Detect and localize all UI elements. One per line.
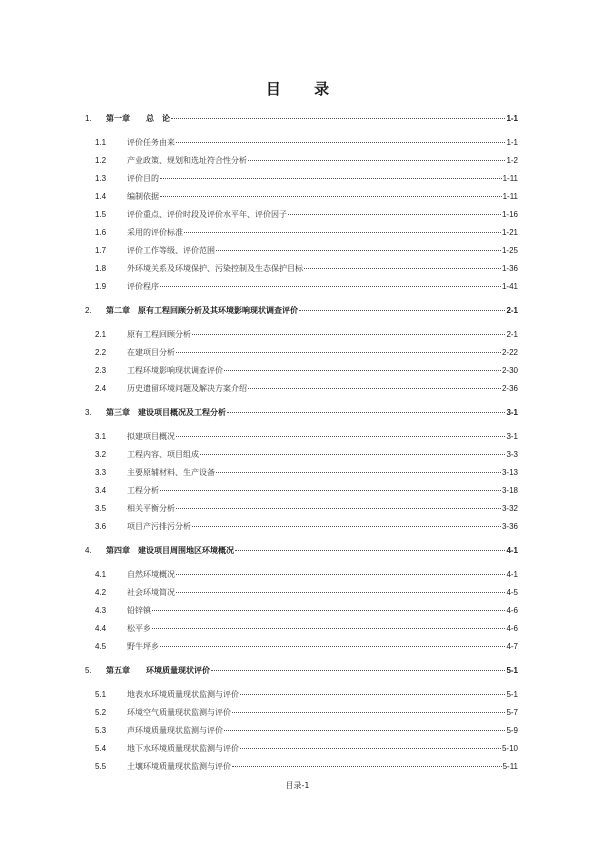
toc-section-group — [85, 134, 518, 296]
section-number: 2.4 — [95, 384, 107, 393]
toc-section-entry[interactable] — [95, 170, 518, 188]
chapter-title: 第二章 原有工程回顾分析及其环境影响现状调查评价 — [106, 306, 298, 315]
section-number: 3.5 — [95, 504, 107, 513]
chapter-title: 第五章 环境质量现状评价 — [106, 666, 210, 675]
page-number: 4-1 — [506, 546, 518, 555]
dot-leader — [184, 232, 501, 233]
toc-section-entry[interactable] — [95, 344, 518, 362]
page-number: 1-11 — [502, 192, 518, 201]
page-number: 3-1 — [506, 408, 518, 417]
dot-leader — [176, 592, 505, 593]
page-number: 5-10 — [501, 744, 518, 753]
section-number: 4.1 — [95, 570, 107, 579]
dot-leader — [288, 214, 501, 215]
section-title: 评价目的 — [127, 174, 159, 183]
section-title: 地下水环境质量现状监测与评价 — [127, 744, 239, 753]
section-number: 1.1 — [95, 138, 107, 147]
toc-section-entry[interactable] — [95, 566, 518, 584]
section-number: 5.1 — [95, 690, 107, 699]
dot-leader — [176, 508, 501, 509]
section-title: 评价任务由来 — [127, 138, 175, 147]
dot-leader — [192, 526, 501, 527]
toc-section-entry[interactable] — [95, 758, 518, 776]
section-number: 5.2 — [95, 708, 107, 717]
toc-chapter-entry[interactable] — [85, 302, 518, 320]
page-number: 1-2 — [506, 156, 518, 165]
dot-leader — [160, 178, 502, 179]
section-title: 工程环境影响现状调查评价 — [127, 366, 223, 375]
section-number: 5.5 — [95, 762, 107, 771]
page-number: 1-1 — [506, 114, 518, 123]
toc-section-entry[interactable] — [95, 260, 518, 278]
section-title: 拟建项目概况 — [127, 432, 175, 441]
dot-leader — [248, 160, 505, 161]
section-title: 环境空气质量现状监测与评价 — [127, 708, 231, 717]
page-number: 4-1 — [506, 570, 518, 579]
section-title: 评价重点、评价时段及评价水平年、评价因子 — [127, 210, 287, 219]
section-title: 土壤环境质量现状监测与评价 — [127, 762, 231, 771]
dot-leader — [235, 550, 505, 551]
page-number: 3-3 — [506, 450, 518, 459]
page-number: 4-6 — [506, 624, 518, 633]
page-number: 1-11 — [502, 174, 518, 183]
page-number: 4-7 — [506, 642, 518, 651]
toc-section-entry[interactable] — [95, 740, 518, 758]
toc-section-entry[interactable] — [95, 224, 518, 242]
toc-section-entry[interactable] — [95, 584, 518, 602]
dot-leader — [171, 118, 505, 119]
dot-leader — [227, 412, 505, 413]
section-title: 社会环境简况 — [127, 588, 175, 597]
toc-chapter-entry[interactable] — [85, 542, 518, 560]
dot-leader — [176, 574, 505, 575]
section-title: 编制依据 — [127, 192, 159, 201]
dot-leader — [304, 268, 501, 269]
toc-section-group — [85, 686, 518, 776]
section-number: 3.2 — [95, 450, 107, 459]
toc-section-entry[interactable] — [95, 518, 518, 536]
dot-leader — [299, 310, 505, 311]
page-number: 2-36 — [501, 384, 518, 393]
page-footer: 目录-1 — [285, 781, 310, 790]
toc-section-entry[interactable] — [95, 500, 518, 518]
dot-leader — [240, 748, 501, 749]
toc-section-entry[interactable] — [95, 464, 518, 482]
section-title: 历史遗留环境问题及解决方案介绍 — [127, 384, 247, 393]
section-title: 地表水环境质量现状监测与评价 — [127, 690, 239, 699]
section-number: 1.7 — [95, 246, 107, 255]
dot-leader — [200, 454, 505, 455]
toc-section-entry[interactable] — [95, 380, 518, 398]
page-number: 1-25 — [501, 246, 518, 255]
chapter-number: 4. — [85, 546, 92, 555]
page-number: 2-1 — [506, 306, 518, 315]
page-number: 1-41 — [501, 282, 518, 291]
dot-leader — [224, 370, 501, 371]
section-number: 4.5 — [95, 642, 107, 651]
page-number: 1-21 — [501, 228, 518, 237]
page-number: 5-1 — [506, 690, 518, 699]
section-number: 3.6 — [95, 522, 107, 531]
toc-section-group — [85, 428, 518, 536]
section-title: 主要原辅材料、生产设备 — [127, 468, 215, 477]
section-number: 5.4 — [95, 744, 107, 753]
toc-section-entry[interactable] — [95, 206, 518, 224]
section-number: 4.3 — [95, 606, 107, 615]
page-number: 3-1 — [506, 432, 518, 441]
page-number: 2-30 — [501, 366, 518, 375]
dot-leader — [211, 670, 505, 671]
chapter-number: 2. — [85, 306, 92, 315]
chapter-number: 1. — [85, 114, 92, 123]
page-number: 4-6 — [506, 606, 518, 615]
page-number: 3-18 — [501, 486, 518, 495]
page-number: 2-22 — [501, 348, 518, 357]
page-number: 5-9 — [506, 726, 518, 735]
section-number: 5.3 — [95, 726, 107, 735]
section-number: 4.2 — [95, 588, 107, 597]
section-title: 自然环境概况 — [127, 570, 175, 579]
toc-section-entry[interactable] — [95, 620, 518, 638]
page-number: 3-32 — [501, 504, 518, 513]
dot-leader — [240, 694, 505, 695]
dot-leader — [192, 334, 505, 335]
toc-section-entry[interactable] — [95, 446, 518, 464]
toc-chapter-entry[interactable] — [85, 662, 518, 680]
section-title: 评价工作等级、评价范围 — [127, 246, 215, 255]
page-number: 3-36 — [501, 522, 518, 531]
dot-leader — [152, 610, 505, 611]
section-title: 野牛坪乡 — [127, 642, 159, 651]
section-number: 3.3 — [95, 468, 107, 477]
toc-section-entry[interactable] — [95, 242, 518, 260]
toc-chapter-entry[interactable] — [85, 404, 518, 422]
page-number: 4-5 — [506, 588, 518, 597]
section-title: 相关平衡分析 — [127, 504, 175, 513]
page-number: 3-13 — [501, 468, 518, 477]
dot-leader — [248, 388, 501, 389]
section-number: 1.2 — [95, 156, 107, 165]
toc-section-entry[interactable] — [95, 704, 518, 722]
section-title: 工程分析 — [127, 486, 159, 495]
dot-leader — [216, 472, 501, 473]
toc-section-entry[interactable] — [95, 638, 518, 656]
section-title: 产业政策、规划和选址符合性分析 — [127, 156, 247, 165]
page-number: 5-7 — [506, 708, 518, 717]
section-title: 原有工程回顾分析 — [127, 330, 191, 339]
page-title: 目 录 — [265, 80, 344, 98]
page-number: 1-36 — [501, 264, 518, 273]
chapter-number: 5. — [85, 666, 92, 675]
section-number: 4.4 — [95, 624, 107, 633]
section-title: 评价程序 — [127, 282, 159, 291]
dot-leader — [232, 766, 502, 767]
toc-section-entry[interactable] — [95, 134, 518, 152]
section-number: 2.2 — [95, 348, 107, 357]
section-number: 1.9 — [95, 282, 107, 291]
chapter-title: 第三章 建设项目概况及工程分析 — [106, 408, 226, 417]
dot-leader — [216, 250, 501, 251]
section-title: 在建项目分析 — [127, 348, 175, 357]
toc-section-entry[interactable] — [95, 326, 518, 344]
dot-leader — [176, 352, 501, 353]
toc-section-entry[interactable] — [95, 602, 518, 620]
chapter-title: 第四章 建设项目周围地区环境概况 — [106, 546, 234, 555]
toc-section-entry[interactable] — [95, 362, 518, 380]
dot-leader — [160, 286, 501, 287]
toc-chapter-entry[interactable] — [85, 110, 518, 128]
dot-leader — [232, 712, 505, 713]
dot-leader — [160, 490, 501, 491]
section-number: 2.1 — [95, 330, 107, 339]
section-number: 2.3 — [95, 366, 107, 375]
section-title: 铅锌镇 — [127, 606, 151, 615]
toc-section-group — [85, 326, 518, 398]
section-number: 1.4 — [95, 192, 107, 201]
page-number: 5-1 — [506, 666, 518, 675]
page-number: 1-1 — [506, 138, 518, 147]
section-title: 采用的评价标准 — [127, 228, 183, 237]
page-number: 1-16 — [501, 210, 518, 219]
toc-section-entry[interactable] — [95, 152, 518, 170]
dot-leader — [152, 628, 505, 629]
section-title: 声环境质量现状监测与评价 — [127, 726, 223, 735]
toc-section-group — [85, 566, 518, 656]
dot-leader — [160, 196, 502, 197]
dot-leader — [224, 730, 505, 731]
toc-section-entry[interactable] — [95, 188, 518, 206]
section-number: 3.1 — [95, 432, 107, 441]
chapter-title: 第一章 总 论 — [106, 114, 170, 123]
dot-leader — [176, 436, 505, 437]
section-number: 1.8 — [95, 264, 107, 273]
toc-section-entry[interactable] — [95, 482, 518, 500]
section-number: 1.5 — [95, 210, 107, 219]
toc-section-entry[interactable] — [95, 686, 518, 704]
section-title: 项目产污排污分析 — [127, 522, 191, 531]
section-number: 3.4 — [95, 486, 107, 495]
section-number: 1.3 — [95, 174, 107, 183]
page-number: 2-1 — [506, 330, 518, 339]
toc-section-entry[interactable] — [95, 722, 518, 740]
toc-section-entry[interactable] — [95, 428, 518, 446]
chapter-number: 3. — [85, 408, 92, 417]
table-of-contents — [85, 110, 518, 782]
toc-section-entry[interactable] — [95, 278, 518, 296]
section-title: 松平乡 — [127, 624, 151, 633]
section-title: 外环境关系及环境保护、污染控制及生态保护目标 — [127, 264, 303, 273]
page-number: 5-11 — [502, 762, 518, 771]
section-number: 1.6 — [95, 228, 107, 237]
section-title: 工程内容、项目组成 — [127, 450, 199, 459]
dot-leader — [176, 142, 505, 143]
dot-leader — [160, 646, 505, 647]
